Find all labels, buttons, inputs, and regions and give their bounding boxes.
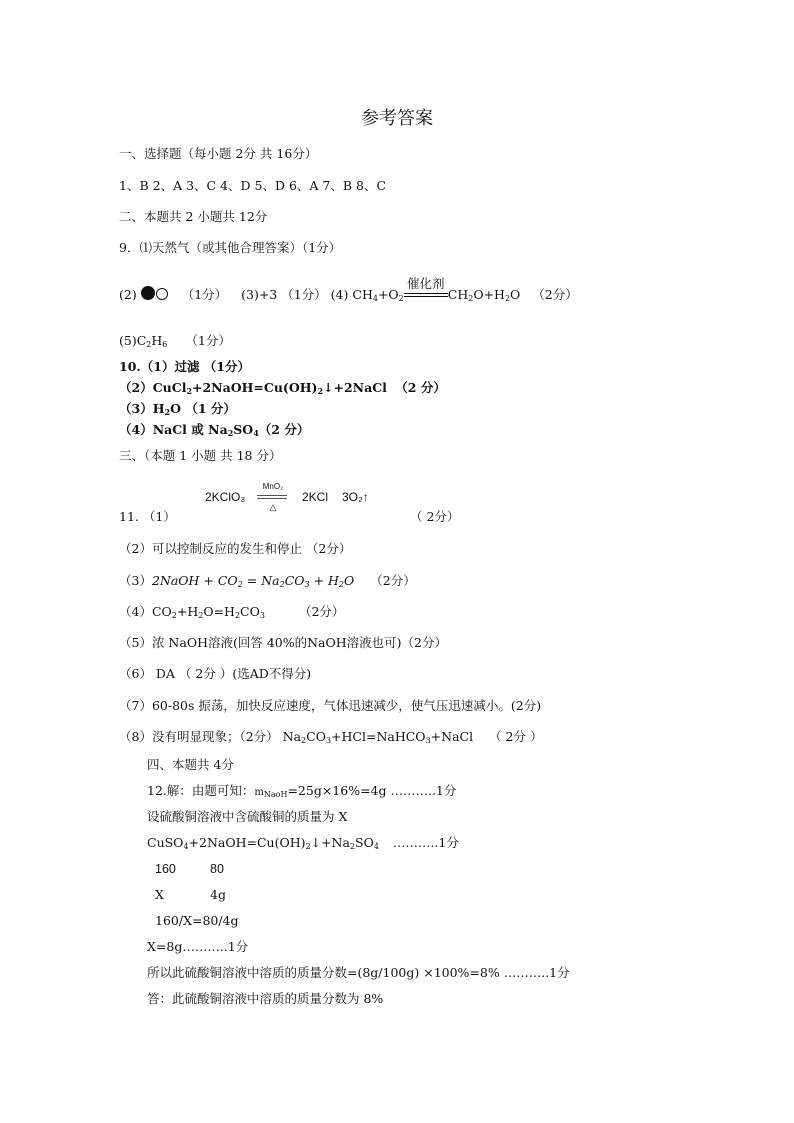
q11-3-label: （3） bbox=[119, 573, 152, 588]
q11-part7: （7）60-80s 振荡，加快反应速度，气体迅速减少，使气压迅速减小。(2分) bbox=[119, 698, 542, 713]
q10-part4 bbox=[119, 422, 309, 438]
filled-circle-icon bbox=[141, 286, 155, 300]
q11-8-text: （8）没有明显现象；（2分） bbox=[119, 729, 279, 744]
q12-ratio: 160/X=80/4g bbox=[155, 913, 239, 928]
q12-equation-line bbox=[147, 835, 459, 851]
q10-part2 bbox=[119, 380, 446, 396]
q9-parts-2-4 bbox=[119, 276, 578, 303]
q11-3-score: （2分） bbox=[370, 573, 416, 588]
section-4-heading: 四、本题共 4分 bbox=[147, 757, 234, 772]
q11-reactant: 2KClO₃ bbox=[205, 490, 246, 504]
q9-4-catalyst: 催化剂 bbox=[407, 276, 445, 291]
q12-mass-160: 160 bbox=[155, 862, 176, 876]
q12-m-sub: NaoH bbox=[263, 790, 288, 799]
q12-mass-80: 80 bbox=[210, 862, 224, 876]
section-3-heading: 三、（本题 1 小题 共 18 分） bbox=[119, 448, 282, 463]
page-title: 参考答案 bbox=[361, 108, 433, 129]
section-1-heading: 一、选择题（每小题 2分 共 16分） bbox=[119, 146, 318, 161]
up-arrow-icon: ↑ bbox=[362, 490, 369, 504]
q10-2-equation: $CuCl_2+2NaOH=Cu(OH)_2↓+2NaCl$ bbox=[152, 380, 387, 396]
q10-part3 bbox=[119, 401, 236, 417]
q11-reaction-sign bbox=[257, 495, 287, 499]
q11-part5: （5）浓 NaOH溶液(回答 40%的NaOH溶液也可)（2分） bbox=[119, 635, 447, 650]
q12-intro bbox=[147, 783, 456, 801]
q12-x-value: X=8g………..1分 bbox=[147, 939, 249, 954]
q12-equation: $CuSO_4+2NaOH=Cu(OH)_2↓+Na_2SO_4$ bbox=[147, 835, 379, 851]
q9-4-equation: $CH_4+O_2$ bbox=[352, 287, 404, 303]
q11-4-score: （2分） bbox=[298, 604, 345, 619]
q10-4-label: （4） bbox=[119, 422, 153, 437]
q11-part8 bbox=[119, 729, 542, 745]
q11-part4 bbox=[119, 604, 344, 620]
q11-mno2: MnO₂ bbox=[262, 482, 284, 491]
q10-2-score: （2 分） bbox=[395, 380, 446, 395]
q10-3-formula: $H_2O$ bbox=[152, 401, 181, 417]
q12-m-value: =25g×16%=4g ………..1分 bbox=[287, 783, 457, 798]
q9-5-label: (5) bbox=[119, 333, 137, 348]
q9-4-score: （2分） bbox=[532, 287, 578, 302]
catalyst-equals-sign bbox=[404, 276, 448, 297]
q9-part5 bbox=[119, 333, 231, 349]
q12-m: m bbox=[254, 787, 264, 798]
hollow-circle-icon bbox=[156, 288, 168, 300]
q10-part1: 10.（1）过滤 （1分） bbox=[119, 359, 250, 374]
q11-o2-formula: 3O₂ bbox=[342, 490, 363, 504]
q9-5-score: （1分） bbox=[185, 333, 231, 348]
q12-let: 设硫酸铜溶液中含硫酸铜的质量为 X bbox=[147, 809, 348, 824]
q11-part6: （6） DA （ 2分 ）(选AD不得分) bbox=[119, 666, 312, 681]
q12-equation-score: ………..1分 bbox=[392, 835, 459, 850]
q11-heat-icon: △ bbox=[269, 502, 277, 512]
q12-fraction: 所以此硫酸铜溶液中溶质的质量分数=(8g/100g) ×100%=8% ………..1分 bbox=[147, 965, 570, 980]
q9-part1: 9．⑴天然气（或其他合理答案）（1分） bbox=[119, 240, 342, 255]
q10-3-score: （1 分） bbox=[185, 401, 236, 416]
q10-4-score: （2 分） bbox=[258, 422, 310, 437]
q11-part1-score: （ 2分） bbox=[410, 509, 460, 524]
q9-4-products: $CH_2O+H_2O$ bbox=[447, 287, 521, 303]
section-1-answers: 1、B 2、A 3、C 4、D 5、D 6、A 7、B 8、C bbox=[119, 178, 387, 193]
q11-8-score: （ 2分 ） bbox=[489, 729, 543, 744]
q10-3-label: （3） bbox=[119, 401, 153, 416]
q10-4-or: 或 bbox=[191, 422, 204, 437]
q9-3: (3)+3 （1分） bbox=[241, 287, 327, 302]
q11-3-equation: 2NaOH + $CO_2 = Na_2CO_3 + H_2O$ bbox=[151, 573, 355, 589]
q11-part3 bbox=[119, 573, 416, 589]
q11-4-label: （4） bbox=[119, 604, 152, 619]
q12-4g: 4g bbox=[210, 887, 226, 902]
q11-part1-label: 11. （1） bbox=[119, 509, 176, 524]
q10-4-na2so4: $Na_2SO_4$ bbox=[208, 422, 259, 438]
section-2-heading: 二、本题共 2 小题共 12分 bbox=[119, 209, 268, 224]
q12-intro-text: 12.解：由题可知： bbox=[147, 783, 255, 798]
q12-answer: 答：此硫酸铜溶液中溶质的质量分数为 8% bbox=[147, 991, 384, 1006]
q9-2-label: (2) bbox=[119, 287, 137, 302]
q12-x: X bbox=[155, 887, 164, 902]
q9-4-label: (4) bbox=[330, 287, 349, 302]
q10-2-label: （2） bbox=[119, 380, 153, 395]
q9-2-score: （1分） bbox=[181, 287, 228, 302]
q11-o2 bbox=[342, 489, 369, 505]
q11-part2: （2）可以控制反应的发生和停止 （2分） bbox=[119, 541, 352, 556]
q9-5-formula: $C_2H_6$ bbox=[136, 333, 168, 349]
q11-4-equation: $CO_2+H_2O=H_2CO_3$ bbox=[151, 604, 265, 620]
q10-4-nacl: NaCl bbox=[152, 422, 187, 437]
q11-8-equation: $Na_2CO_3+HCl=NaHCO_3+NaCl$ bbox=[282, 729, 474, 745]
q11-kcl: 2KCl bbox=[302, 490, 329, 504]
